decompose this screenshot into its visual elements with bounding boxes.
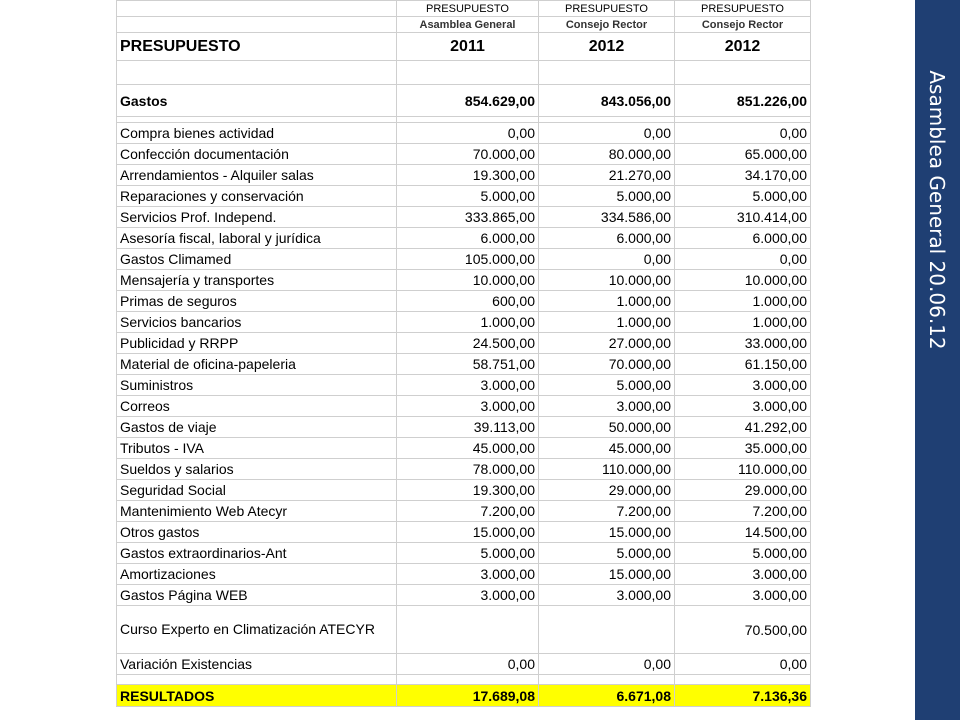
header-budget-label: PRESUPUESTO [539,1,675,17]
row-label: Sueldos y salarios [117,459,397,480]
table-row [117,144,811,165]
table-title: PRESUPUESTO [117,33,397,61]
row-value: 0,00 [397,654,539,675]
table-row [117,291,811,312]
row-value: 0,00 [675,249,811,270]
row-value: 0,00 [539,249,675,270]
row-label: Mensajería y transportes [117,270,397,291]
resultados-label: RESULTADOS [117,685,397,707]
row-value: 10.000,00 [539,270,675,291]
row-label: Gastos de viaje [117,417,397,438]
row-value: 39.113,00 [397,417,539,438]
row-value: 41.292,00 [675,417,811,438]
row-value: 3.000,00 [675,564,811,585]
row-value: 1.000,00 [675,312,811,333]
row-value: 58.751,00 [397,354,539,375]
row-value: 14.500,00 [675,522,811,543]
gastos-value: 843.056,00 [539,85,675,117]
row-value: 24.500,00 [397,333,539,354]
row-label: Variación Existencias [117,654,397,675]
row-value: 45.000,00 [397,438,539,459]
row-label: Gastos Climamed [117,249,397,270]
table-row [117,249,811,270]
table-row [117,186,811,207]
row-label: Suministros [117,375,397,396]
header-row-body [117,17,811,33]
row-value: 35.000,00 [675,438,811,459]
header-blank [117,17,397,33]
table-row [117,459,811,480]
row-value: 15.000,00 [397,522,539,543]
row-value: 5.000,00 [675,543,811,564]
row-label: Otros gastos [117,522,397,543]
row-value: 3.000,00 [675,585,811,606]
row-value: 334.586,00 [539,207,675,228]
row-value [397,606,539,654]
row-value: 3.000,00 [397,585,539,606]
year-col-2: 2012 [539,33,675,61]
row-value: 33.000,00 [675,333,811,354]
row-value: 65.000,00 [675,144,811,165]
row-value: 3.000,00 [539,585,675,606]
row-label: Gastos Página WEB [117,585,397,606]
table-row [117,501,811,522]
gastos-value: 854.629,00 [397,85,539,117]
row-value: 29.000,00 [675,480,811,501]
row-value: 70.500,00 [675,606,811,654]
resultados-value: 6.671,08 [539,685,675,707]
row-value: 3.000,00 [539,396,675,417]
row-value: 333.865,00 [397,207,539,228]
row-value: 29.000,00 [539,480,675,501]
row-value: 5.000,00 [539,186,675,207]
row-value: 5.000,00 [397,543,539,564]
row-label: Servicios bancarios [117,312,397,333]
row-value: 1.000,00 [539,291,675,312]
row-value: 6.000,00 [675,228,811,249]
variacion-row [117,654,811,675]
row-value: 70.000,00 [397,144,539,165]
row-value: 0,00 [675,123,811,144]
row-label: Servicios Prof. Independ. [117,207,397,228]
row-value: 110.000,00 [675,459,811,480]
table-row [117,207,811,228]
row-label: Correos [117,396,397,417]
row-label: Primas de seguros [117,291,397,312]
row-value: 1.000,00 [675,291,811,312]
header-row-budget [117,1,811,17]
sidebar-caption: Asamblea General 20.06.12 [925,70,949,350]
row-value: 5.000,00 [539,543,675,564]
row-value: 70.000,00 [539,354,675,375]
empty-cell [675,675,811,685]
row-value: 15.000,00 [539,564,675,585]
row-value: 15.000,00 [539,522,675,543]
row-value: 3.000,00 [675,396,811,417]
year-col-3: 2012 [675,33,811,61]
spacer-row [117,61,811,85]
header-body-label: Asamblea General [397,17,539,33]
row-label: Mantenimiento Web Atecyr [117,501,397,522]
row-label: Gastos extraordinarios-Ant [117,543,397,564]
row-value: 10.000,00 [675,270,811,291]
empty-cell [397,61,539,85]
gastos-row [117,85,811,117]
row-label: Material de oficina-papeleria [117,354,397,375]
row-value: 27.000,00 [539,333,675,354]
row-label: Compra bienes actividad [117,123,397,144]
resultados-row [117,685,811,707]
row-value: 1.000,00 [539,312,675,333]
table-row [117,480,811,501]
row-value: 19.300,00 [397,165,539,186]
header-blank [117,1,397,17]
table-row [117,375,811,396]
row-value: 21.270,00 [539,165,675,186]
header-body-label: Consejo Rector [675,17,811,33]
empty-cell [117,61,397,85]
table-row [117,333,811,354]
curso-row [117,606,811,654]
table-row [117,123,811,144]
resultados-value: 7.136,36 [675,685,811,707]
row-value: 7.200,00 [397,501,539,522]
gastos-value: 851.226,00 [675,85,811,117]
row-label: Reparaciones y conservación [117,186,397,207]
row-value [539,606,675,654]
row-value: 6.000,00 [539,228,675,249]
table-row [117,417,811,438]
row-value: 1.000,00 [397,312,539,333]
row-label: Asesoría fiscal, laboral y jurídica [117,228,397,249]
row-value: 7.200,00 [539,501,675,522]
row-value: 6.000,00 [397,228,539,249]
row-value: 5.000,00 [675,186,811,207]
gastos-label: Gastos [117,85,397,117]
row-value: 80.000,00 [539,144,675,165]
table-row [117,564,811,585]
table-row [117,354,811,375]
row-value: 600,00 [397,291,539,312]
row-label: Curso Experto en Climatización ATECYR [117,606,397,654]
row-value: 5.000,00 [539,375,675,396]
spacer-row [117,675,811,685]
row-value: 3.000,00 [397,375,539,396]
row-value: 78.000,00 [397,459,539,480]
budget-table [116,0,811,707]
row-label: Seguridad Social [117,480,397,501]
row-label: Amortizaciones [117,564,397,585]
table-row [117,165,811,186]
row-value: 0,00 [397,123,539,144]
year-col-1: 2011 [397,33,539,61]
empty-cell [675,61,811,85]
row-value: 45.000,00 [539,438,675,459]
header-row-years [117,33,811,61]
row-value: 0,00 [539,654,675,675]
row-value: 7.200,00 [675,501,811,522]
row-label: Publicidad y RRPP [117,333,397,354]
empty-cell [539,675,675,685]
row-value: 0,00 [675,654,811,675]
table-row [117,312,811,333]
row-value: 110.000,00 [539,459,675,480]
header-budget-label: PRESUPUESTO [675,1,811,17]
table-row [117,228,811,249]
table-row [117,438,811,459]
table-row [117,543,811,564]
row-value: 10.000,00 [397,270,539,291]
row-value: 5.000,00 [397,186,539,207]
row-label: Arrendamientos - Alquiler salas [117,165,397,186]
table-row [117,522,811,543]
row-value: 19.300,00 [397,480,539,501]
empty-cell [117,675,397,685]
resultados-value: 17.689,08 [397,685,539,707]
header-body-label: Consejo Rector [539,17,675,33]
row-label: Confección documentación [117,144,397,165]
row-value: 50.000,00 [539,417,675,438]
empty-cell [397,675,539,685]
table-row [117,396,811,417]
table-row [117,585,811,606]
row-value: 3.000,00 [397,396,539,417]
header-budget-label: PRESUPUESTO [397,1,539,17]
row-value: 0,00 [539,123,675,144]
empty-cell [539,61,675,85]
row-value: 105.000,00 [397,249,539,270]
row-value: 3.000,00 [675,375,811,396]
row-value: 310.414,00 [675,207,811,228]
row-value: 61.150,00 [675,354,811,375]
row-value: 3.000,00 [397,564,539,585]
row-label: Tributos - IVA [117,438,397,459]
table-row [117,270,811,291]
row-value: 34.170,00 [675,165,811,186]
